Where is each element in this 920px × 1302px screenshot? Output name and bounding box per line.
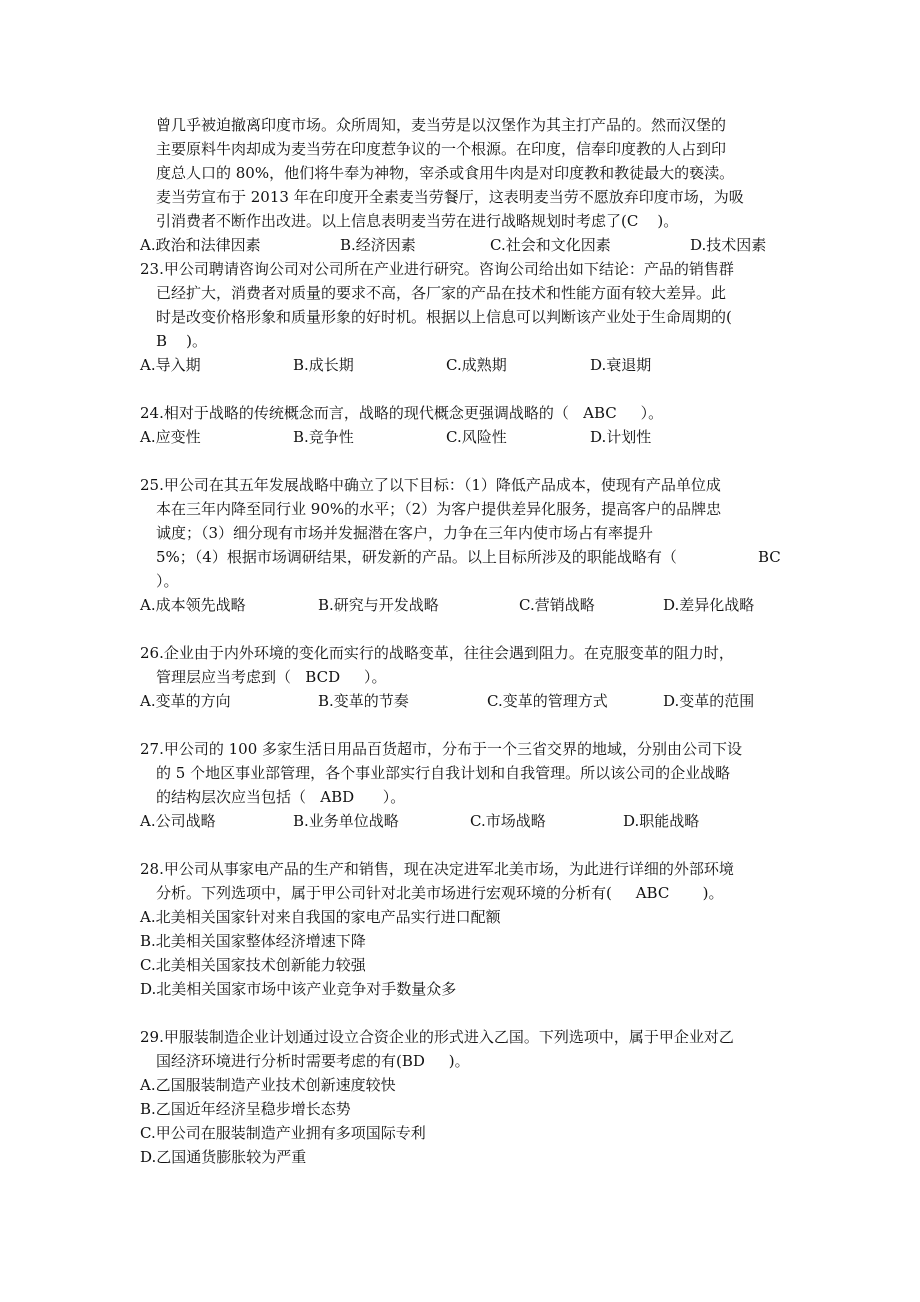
question-text-line: 时是改变价格形象和质量形象的好时机。根据以上信息可以判断该产业处于生命周期的( (156, 308, 732, 326)
question-text-line: 25.甲公司在其五年发展战略中确立了以下目标：（1）降低产品成本，使现有产品单位成 (140, 476, 721, 494)
question-text-line: 麦当劳宣布于 2013 年在印度开全素麦当劳餐厅，这表明麦当劳不愿放弃印度市场，为吸 (156, 188, 744, 206)
option-b: B.成长期 (293, 356, 354, 374)
question-text-line: 本在三年内降至同行业 90%的水平；（2）为客户提供差异化服务，提高客户的品牌忠 (156, 500, 722, 518)
option-c: C.社会和文化因素 (490, 236, 611, 254)
option-b: B.变革的节奏 (318, 692, 409, 710)
question-text-line: 的结构层次应当包括（ ABD ）。 (156, 788, 406, 806)
question-text-line: 引消费者不断作出改进。以上信息表明麦当劳在进行战略规划时考虑了(C )。 (156, 212, 679, 230)
question-text-line: 诚度；（3）细分现有市场并发掘潜在客户，力争在三年内使市场占有率提升 (156, 524, 654, 542)
answer-text: BC (758, 548, 781, 566)
question-text-line: 27.甲公司的 100 多家生活日用品百货超市，分布于一个三省交界的地域，分别由公司下设 (140, 740, 743, 758)
option-d: D.技术因素 (690, 236, 767, 254)
option-c: C.营销战略 (519, 596, 595, 614)
option-b: B.竞争性 (293, 428, 354, 446)
question-text-line: 度总人口的 80%，他们将牛奉为神物，宰杀或食用牛肉是对印度教和教徒最大的亵渎。 (156, 164, 735, 182)
option-d: D.变革的范围 (663, 692, 755, 710)
option-c: C.风险性 (446, 428, 507, 446)
option-d: D.衰退期 (590, 356, 652, 374)
question-text-line: 28.甲公司从事家电产品的生产和销售，现在决定进军北美市场，为此进行详细的外部环境 (140, 860, 734, 878)
option-a: A.导入期 (140, 356, 201, 374)
option-c: C.成熟期 (446, 356, 507, 374)
option-b: B.北美相关国家整体经济增速下降 (140, 932, 366, 950)
option-d: D.北美相关国家市场中该产业竞争对手数量众多 (140, 980, 457, 998)
question-text-line: 29.甲服装制造企业计划通过设立合资企业的形式进入乙国。下列选项中，属于甲企业对乙 (140, 1028, 734, 1046)
option-c: C.甲公司在服装制造产业拥有多项国际专利 (140, 1124, 426, 1142)
option-a: A.公司战略 (140, 812, 216, 830)
option-a: A.变革的方向 (140, 692, 231, 710)
option-c: C.市场战略 (470, 812, 546, 830)
question-text-line: 5%；（4）根据市场调研结果，研发新的产品。以上目标所涉及的职能战略有（ (156, 548, 677, 566)
question-text-line: ）。 (156, 572, 179, 590)
option-b: B.乙国近年经济呈稳步增长态势 (140, 1100, 351, 1118)
question-text-line: 24.相对于战略的传统概念而言，战略的现代概念更强调战略的（ ABC ）。 (140, 404, 664, 422)
question-text-line: 曾几乎被迫撤离印度市场。众所周知，麦当劳是以汉堡作为其主打产品的。然而汉堡的 (156, 116, 727, 134)
option-a: A.应变性 (140, 428, 201, 446)
option-d: D.计划性 (590, 428, 652, 446)
option-d: D.乙国通货膨胀较为严重 (140, 1148, 307, 1166)
question-text-line: 已经扩大，消费者对质量的要求不高，各厂家的产品在技术和性能方面有较大差异。此 (156, 284, 727, 302)
question-text-line: B )。 (156, 332, 207, 350)
option-b: B.经济因素 (340, 236, 416, 254)
option-c: C.变革的管理方式 (487, 692, 608, 710)
option-a: A.北美相关国家针对来自我国的家电产品实行进口配额 (140, 908, 501, 926)
option-a: A.乙国服装制造产业技术创新速度较快 (140, 1076, 396, 1094)
question-text-line: 26.企业由于内外环境的变化而实行的战略变革，往往会遇到阻力。在克服变革的阻力时， (140, 644, 734, 662)
question-text-line: 主要原料牛肉却成为麦当劳在印度惹争议的一个根源。在印度，信奉印度教的人占到印 (156, 140, 727, 158)
option-b: B.业务单位战略 (293, 812, 399, 830)
question-text-line: 管理层应当考虑到（ BCD ）。 (156, 668, 387, 686)
question-text-line: 分析。下列选项中，属于甲公司针对北美市场进行宏观环境的分析有( ABC )。 (156, 884, 724, 902)
option-d: D.职能战略 (623, 812, 700, 830)
option-a: A.成本领先战略 (140, 596, 246, 614)
option-d: D.差异化战略 (663, 596, 755, 614)
question-text-line: 的 5 个地区事业部管理，各个事业部实行自我计划和自我管理。所以该公司的企业战略 (156, 764, 731, 782)
option-b: B.研究与开发战略 (318, 596, 439, 614)
question-text-line: 23.甲公司聘请咨询公司对公司所在产业进行研究。咨询公司给出如下结论：产品的销售群 (140, 260, 734, 278)
option-c: C.北美相关国家技术创新能力较强 (140, 956, 366, 974)
question-text-line: 国经济环境进行分析时需要考虑的有(BD )。 (156, 1052, 470, 1070)
option-a: A.政治和法律因素 (140, 236, 261, 254)
